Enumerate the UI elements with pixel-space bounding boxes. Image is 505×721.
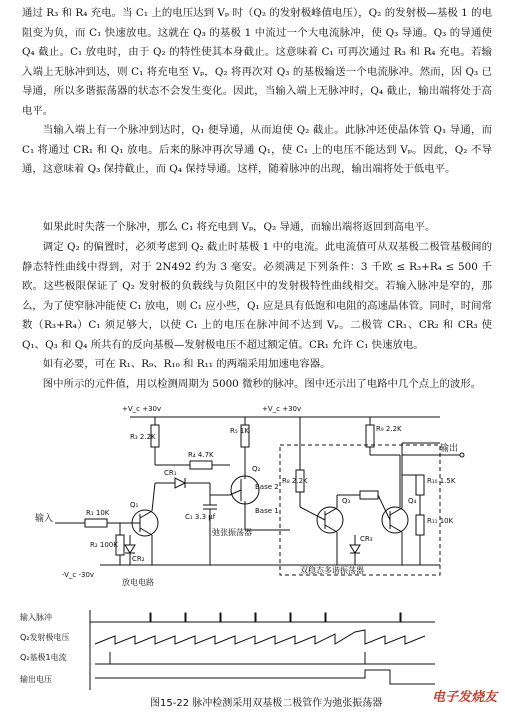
q4-label: Q₄	[408, 497, 417, 505]
paragraph-4: 调定 Q₂ 的偏置时，必须考虑到 Q₂ 截止时基极 1 中的电流。此电流值可从双基极二极管基极间的静态特性曲线中得到，对于 2N492 约为 3 毫安。必须满足下列条件：3 千欧 ≤ R₃+R₄ ≤ 500 千欧。这些极限保证了 Q₂ 发射极的负载线与负阻区中的发射极特性曲线相交。若输入脉冲是窄的，那么，为了使窄脉冲能使 C₁ 放电，则 C₁ 应小些，Q₁ 应是具有低饱和电阻的高速晶体管。同时，时间常数（R₃+R₄）C₁ 须足够大，以使 C₁ 上的电压在脉冲间不达到 Vₚ。二极管 CR₁、CR₂ 和 CR₃ 使 Q₁、Q₃ 和 Q₄ 所共有的反向基极—发射极电压不超过额定值。CR₁ 允许 C₁ 快速放电。	[22, 241, 492, 351]
r11-label: R₁₁ 10K	[427, 517, 454, 525]
wave-row-output: 输出电压	[20, 675, 52, 684]
figure-caption: 图15-22 脉冲检测采用双基极二极管作为弛张振荡器	[150, 698, 383, 709]
paragraph-3: 如果此时失落一个脉冲，那么 C₁ 将充电到 Vₚ，Q₂ 导通，而输出端将返回到高电平。	[42, 221, 436, 233]
r3-label: R₃ 2.2K	[130, 433, 156, 441]
relax-oscillator-label: 弛张振荡器	[212, 528, 252, 537]
neg-supply-label: -V_c -30v	[62, 571, 95, 579]
multivibrator-label: 双稳态多谐振荡器	[300, 566, 364, 575]
vcc-top-label: +V_c +30v	[122, 405, 162, 413]
cr1-label: CR₁	[164, 469, 177, 477]
r2-label: R₂ 100K	[90, 541, 118, 549]
cr3-label: CR₃	[360, 535, 373, 543]
circuit-schematic	[0, 395, 505, 600]
r9-label: R₉ 2.2K	[376, 425, 402, 433]
r1-label: R₁ 10K	[86, 509, 110, 517]
vcc-right-label: +V_c +30v	[262, 405, 302, 413]
input-label: 输入	[35, 514, 54, 524]
q2-label: Q₂	[252, 465, 261, 473]
paragraph-6: 图中所示的元件值，用以检测周期为 5000 微秒的脉冲。图中还示出了电路中几个点上的波形。	[42, 378, 482, 390]
c1-label: C₁ 3.3 μf	[185, 513, 216, 521]
r10-label: R₁₀ 1.5K	[427, 477, 456, 485]
r8-label: R₈ 2.2K	[282, 477, 308, 485]
paragraph-1: 通过 R₃ 和 R₄ 充电。当 C₁ 上的电压达到 Vₚ 时（Q₂ 的发射极峰值电压），Q₂ 的发射极—基极 1 的电阻变为负，而 C₁ 快速放电。这就在 Q₃ 的基极 1 中流过一个大电流脉冲，使 Q₃ 导通。Q₃ 的导通使 Q₄ 截止。C₁ 放电时，由于 Q₂ 的特性使其本身截止。这意味着 C₁ 可再次通过 R₃ 和 R₄ 充电。若输入端上无脉冲到达，则 C₁ 将充电至 Vₚ，Q₂ 将再次对 Q₃ 的基极输送一个电流脉冲。然而，因 Q₃ 已导通，所以多谐振荡器的状态不会发生变化。因此，当输入端上无脉冲时，Q₄ 截止，输出端将处于高电平。	[22, 7, 492, 117]
base2-label: Base 2	[255, 483, 279, 491]
q1-label: Q₁	[130, 501, 139, 509]
output-label: 输出	[440, 444, 459, 454]
q3-label: Q₃	[342, 497, 351, 505]
r5-label: R₅ 1K	[230, 427, 249, 435]
r4-label: R₄ 4.7K	[188, 451, 214, 459]
discharge-circuit-label: 放电电路	[122, 578, 154, 587]
wave-row-emitter: Q₂发射极电压	[20, 633, 70, 642]
wave-row-input: 输入脉冲	[20, 613, 52, 622]
base1-label: Base 1	[255, 507, 279, 515]
watermark-logo: 电子发烧友	[431, 690, 497, 705]
wave-row-base1: Q₂基极1电流	[20, 653, 67, 662]
paragraph-2: 当输入端上有一个脉冲到达时，Q₁ 便导通，从而迫使 Q₂ 截止。此脉冲还使晶体管 Q₁ 导通，而 C₁ 将通过 CR₁ 和 Q₁ 放电。后来的脉冲再次导通 Q₁，使 C₁ 上的电压不能达到 Vₚ。因此，Q₂ 不导通，这意味着 Q₃ 保持截止，而 Q₄ 保持导通。这样，随着脉冲的出现，输出端将处于低电平。	[22, 124, 492, 176]
paragraph-5: 如有必要，可在 R₁、R₉、R₁₀ 和 R₁₁ 的两端采用加速电容器。	[42, 358, 331, 370]
cr2-label: CR₂	[132, 555, 145, 563]
waveform-diagram	[0, 608, 505, 692]
